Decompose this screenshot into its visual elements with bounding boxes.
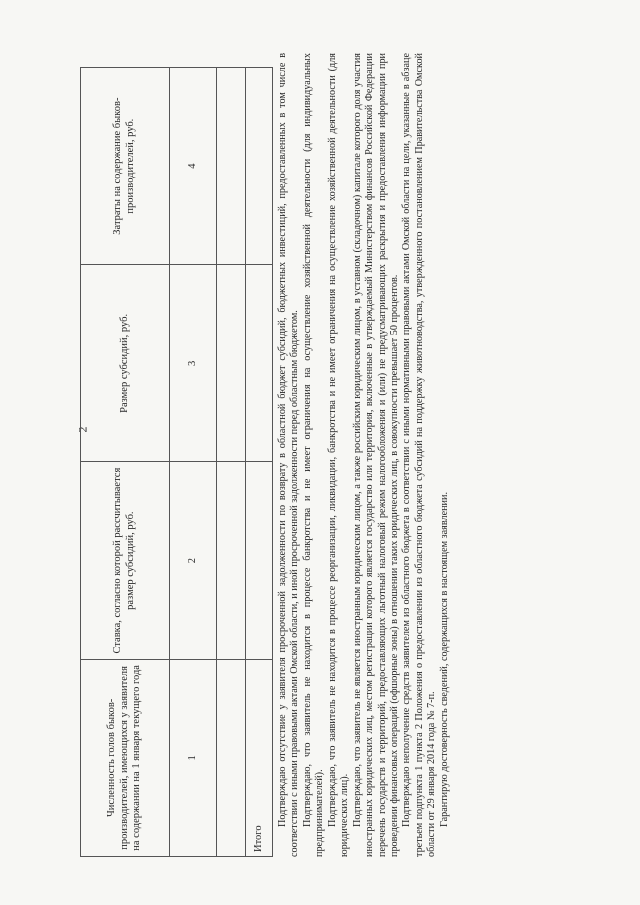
- header-maintenance-costs: Затраты на содержание быков-производителей, руб.: [81, 68, 170, 265]
- header-bull-count: Численность голов быков-производителей, имеющихся у заявителя на содержании на 1 января текущего года: [81, 659, 170, 856]
- column-number: 1: [170, 659, 217, 856]
- table-cell: [246, 462, 273, 659]
- subsidy-table: [80, 67, 273, 857]
- table-cell: [217, 265, 246, 462]
- table-cell: [217, 68, 246, 265]
- table-cell: [246, 265, 273, 462]
- rotated-content: [80, 45, 640, 865]
- header-rate: Ставка, согласно которой рассчитывается размер субсидий, руб.: [81, 462, 170, 659]
- paragraph: Гарантирую достоверность сведений, содержащихся в настоящем заявлении.: [438, 491, 450, 827]
- table-cell: [217, 462, 246, 659]
- total-label: Итого: [246, 659, 273, 856]
- paragraph: Подтверждаю, что заявитель не находится в процессе банкротства и не имеет ограничения на осуществление хозяйственной деятельности (для индивидуальных предпринимателей).: [301, 53, 326, 857]
- table-cell: [246, 68, 273, 265]
- column-number-row: [170, 68, 217, 857]
- paragraph: Подтверждаю, что заявитель не находится в процессе реорганизации, ликвидации, банкротства и не имеет ограничения на осуществление хозяйственной деятельности (для юридических лиц).: [326, 53, 351, 857]
- paragraph: Подтверждаю, что заявитель не является иностранным юридическим лицом, а также российским юридическим лицом, в уставном (складочном) капитале которого доля участия иностранных юридических лиц, местом регистрации которого является государство или территория, включенные в утверждаемый Министерством финансов Российской Федерации перечень государств и территорий, предоставляющих льготный налоговый режим налогообложения и (или) не предусматривающих раскрытия и предоставления информации при проведении финансовых операций (офшорные зоны) в отношении таких юридических лиц, в совокупности превышает 50 процентов.: [351, 53, 400, 857]
- table-header-row: [81, 68, 170, 857]
- page-number: 2: [75, 426, 90, 433]
- header-subsidy-amount: Размер субсидий, руб.: [81, 265, 170, 462]
- paragraph: Подтверждаю неполучение средств заявителем из областного бюджета в соответствии с иными нормативными правовыми актами Омской области на цели, указанные в абзаце третьем подпункта 1 пункта 2 Положения о предоставлении из областного бюджета субсидий на поддержку животноводства, утвержденного постановлением Правительства Омской области от 29 января 2014 года № 7-п.: [401, 53, 438, 857]
- table-row: [217, 68, 246, 857]
- column-number: 4: [170, 68, 217, 265]
- total-row: [246, 68, 273, 857]
- paragraph: Подтверждаю отсутствие у заявителя просроченной задолженности по возврату в областной бюджет субсидий, бюджетных инвестиций, предоставленных в том числе в соответствии с иными правовыми актами Омской области, и иной просроченной задолженности перед областным бюджетом.: [277, 53, 301, 857]
- column-number: 2: [170, 462, 217, 659]
- confirmation-text: [277, 53, 451, 857]
- column-number: 3: [170, 265, 217, 462]
- table-cell: [217, 659, 246, 856]
